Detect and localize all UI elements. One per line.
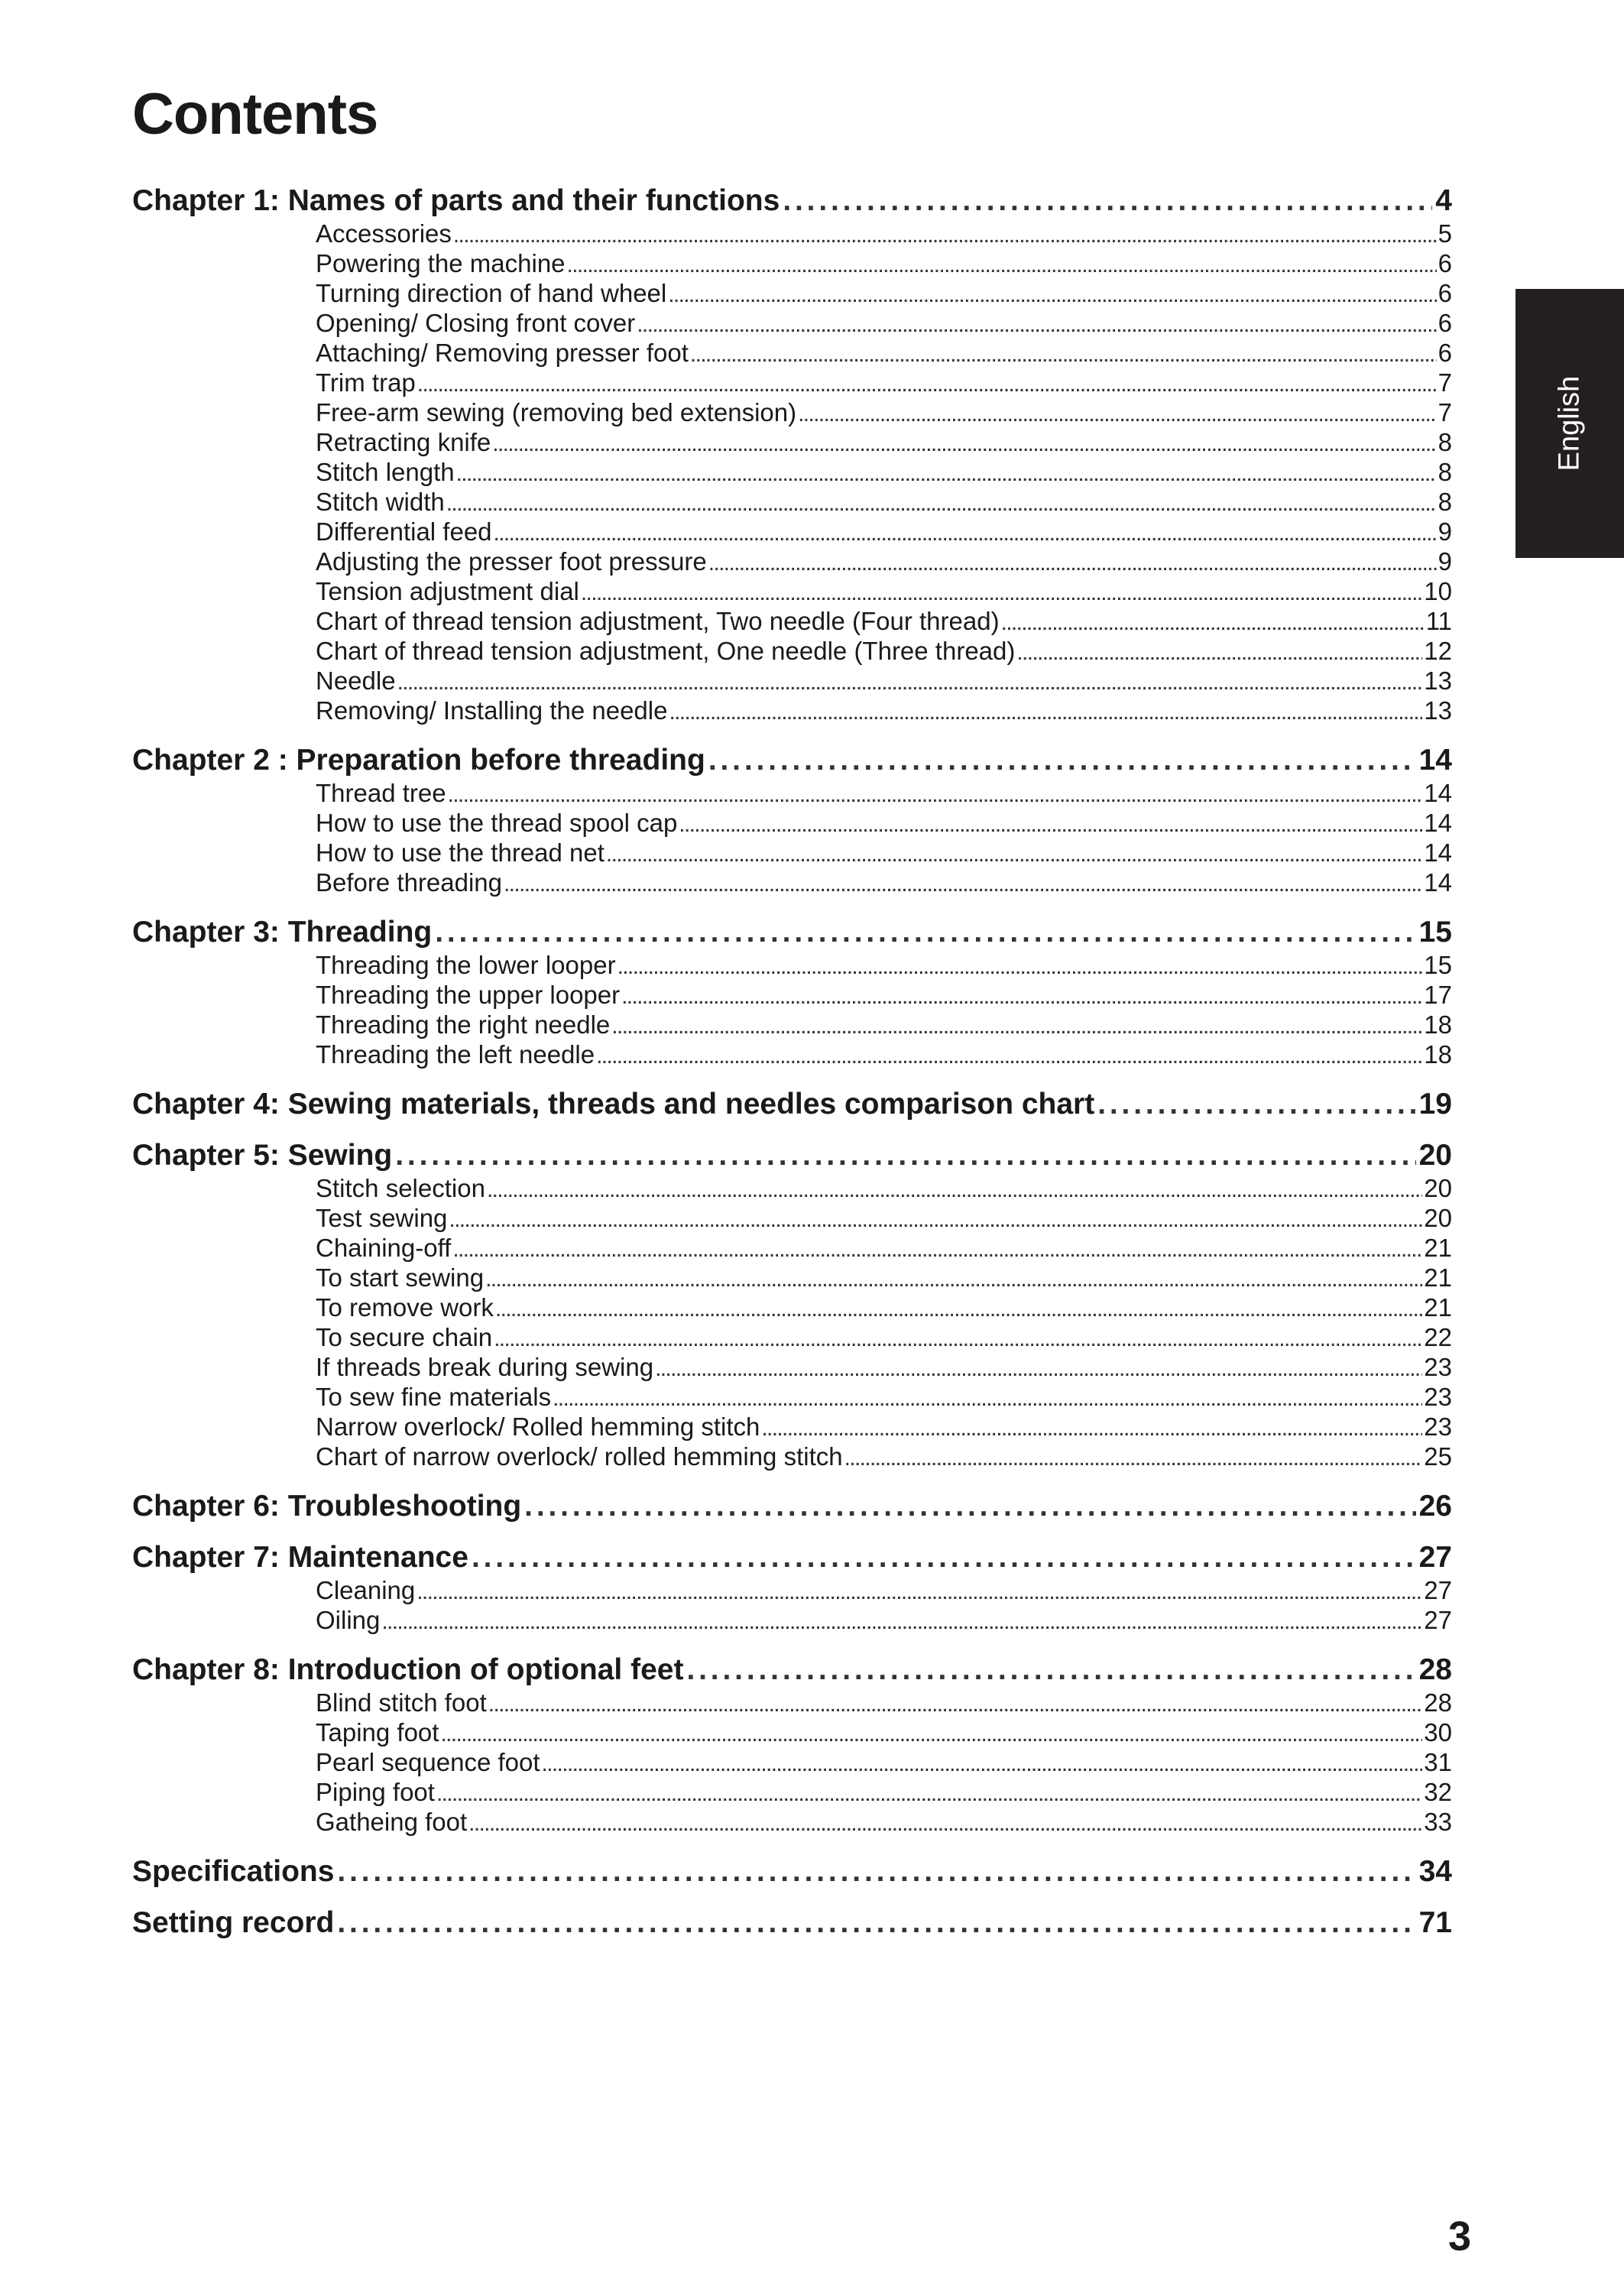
toc-entry-row[interactable] xyxy=(316,1322,1452,1352)
page-number: 3 xyxy=(1448,2214,1472,2259)
toc-entry-page: 20 xyxy=(1424,1204,1452,1232)
toc-entry-row[interactable] xyxy=(316,808,1452,838)
toc-chapter-group xyxy=(132,1489,1452,1524)
toc-leader-dots xyxy=(844,1443,1423,1471)
toc-leader-dots xyxy=(611,1011,1422,1039)
toc-leader-dots xyxy=(448,780,1423,808)
toc-chapter-group xyxy=(132,1652,1452,1837)
toc-chapter-page: 19 xyxy=(1418,1088,1452,1121)
toc-chapter-page: 34 xyxy=(1418,1855,1452,1888)
toc-entry-page: 5 xyxy=(1438,219,1452,248)
toc-leader-dots xyxy=(606,839,1422,868)
toc-entry-row[interactable] xyxy=(316,1352,1452,1382)
toc-entry-row[interactable] xyxy=(316,980,1452,1010)
language-tab-label: English xyxy=(1553,375,1586,472)
toc-entry-title: Chart of thread tension adjustment, One needle (Three thread) xyxy=(316,637,1016,665)
toc-chapter-title: Specifications xyxy=(132,1855,335,1888)
toc-leader-dots xyxy=(798,399,1437,427)
toc-leader-dots xyxy=(417,369,1437,397)
toc-entry-title: Stitch selection xyxy=(316,1174,485,1202)
toc-leader-dots xyxy=(492,429,1436,457)
toc-entry-row[interactable] xyxy=(316,1605,1452,1635)
toc-entry-title: Oiling xyxy=(316,1606,381,1634)
toc-chapter-page: 15 xyxy=(1418,916,1452,949)
toc-entry-title: Tension adjustment dial xyxy=(316,577,579,605)
toc-entry-row[interactable] xyxy=(316,636,1452,666)
toc-entry-page: 18 xyxy=(1424,1010,1452,1039)
toc-entry-title: Powering the machine xyxy=(316,249,566,277)
toc-entry-row[interactable] xyxy=(316,1412,1452,1442)
toc-entry-title: Stitch length xyxy=(316,458,455,486)
toc-leader-dots xyxy=(435,915,1415,950)
toc-entry-title: To sew fine materials xyxy=(316,1383,552,1411)
toc-entry-title: Attaching/ Removing presser foot xyxy=(316,339,689,367)
toc-entry-page: 6 xyxy=(1438,309,1452,337)
toc-leader-dots xyxy=(668,280,1436,308)
toc-leader-dots xyxy=(690,339,1437,368)
toc-chapter-title: Chapter 1: Names of parts and their functions xyxy=(132,184,780,217)
toc-entry-row[interactable] xyxy=(316,1292,1452,1322)
toc-leader-dots xyxy=(495,1294,1422,1322)
toc-leader-dots xyxy=(449,1205,1422,1233)
toc-entry-row[interactable] xyxy=(316,487,1452,517)
toc-entry-page: 11 xyxy=(1425,607,1452,635)
toc-entry-title: Pearl sequence foot xyxy=(316,1748,540,1776)
language-tab xyxy=(1515,289,1624,558)
toc-leader-dots xyxy=(679,809,1422,838)
toc-entry-page: 21 xyxy=(1424,1263,1452,1292)
toc-leader-dots xyxy=(542,1749,1423,1777)
toc-entry-page: 12 xyxy=(1424,637,1452,665)
toc-leader-dots xyxy=(337,1854,1415,1889)
toc-entry-title: Needle xyxy=(316,666,396,695)
toc-entry-title: Differential feed xyxy=(316,517,492,546)
toc-entry-page: 8 xyxy=(1438,428,1452,456)
toc-leader-dots xyxy=(417,1577,1422,1605)
toc-entry-title: Stitch width xyxy=(316,488,445,516)
toc-leader-dots xyxy=(708,743,1416,778)
toc-leader-dots xyxy=(472,1540,1416,1575)
toc-entry-row[interactable] xyxy=(316,1807,1452,1837)
toc-entry-page: 6 xyxy=(1438,339,1452,367)
toc-chapter-row[interactable] xyxy=(132,1652,1452,1688)
toc-entry-row[interactable] xyxy=(316,427,1452,457)
toc-chapter-group xyxy=(132,743,1452,897)
toc-entry-page: 13 xyxy=(1424,696,1452,725)
toc-chapter-row[interactable] xyxy=(132,1489,1452,1524)
toc-entry-page: 33 xyxy=(1424,1808,1452,1836)
toc-entry-row[interactable] xyxy=(316,368,1452,397)
toc-entry-page: 25 xyxy=(1424,1442,1452,1471)
toc-entry-row[interactable] xyxy=(316,696,1452,725)
toc-leader-dots xyxy=(669,697,1422,725)
toc-entry-page: 14 xyxy=(1424,779,1452,807)
toc-entry-page: 10 xyxy=(1424,577,1452,605)
toc-entry-title: Chaining-off xyxy=(316,1234,452,1262)
page-title: Contents xyxy=(132,82,378,147)
toc-entry-page: 28 xyxy=(1424,1688,1452,1717)
toc-entry-row[interactable] xyxy=(316,248,1452,278)
toc-leader-dots xyxy=(436,1779,1422,1807)
toc-leader-dots xyxy=(485,1264,1422,1292)
toc-chapter-row[interactable] xyxy=(132,1138,1452,1173)
toc-chapter-row[interactable] xyxy=(132,1905,1452,1941)
toc-leader-dots xyxy=(708,548,1437,576)
toc-chapter-page: 26 xyxy=(1418,1490,1452,1523)
toc-entry-page: 13 xyxy=(1424,666,1452,695)
toc-entry-title: How to use the thread spool cap xyxy=(316,809,678,837)
toc-entry-row[interactable] xyxy=(316,397,1452,427)
toc-chapter-row[interactable] xyxy=(132,743,1452,778)
toc-entry-row[interactable] xyxy=(316,457,1452,487)
toc-leader-dots xyxy=(783,183,1432,219)
toc-entry-row[interactable] xyxy=(316,1688,1452,1717)
toc-entry-row[interactable] xyxy=(316,666,1452,696)
toc-leader-dots xyxy=(440,1719,1422,1747)
toc-leader-dots xyxy=(524,1489,1415,1524)
toc-entry-row[interactable] xyxy=(316,838,1452,868)
toc-entry-page: 14 xyxy=(1424,809,1452,837)
toc-entry-title: Thread tree xyxy=(316,779,446,807)
toc-entry-title: Adjusting the presser foot pressure xyxy=(316,547,707,576)
toc-leader-dots xyxy=(553,1383,1422,1412)
toc-entry-page: 32 xyxy=(1424,1778,1452,1806)
toc-entry-title: To start sewing xyxy=(316,1263,485,1292)
toc-entry-row[interactable] xyxy=(316,1263,1452,1292)
toc-chapter-title: Chapter 4: Sewing materials, threads and needles comparison chart xyxy=(132,1088,1095,1121)
toc-chapter-group xyxy=(132,915,1452,1069)
toc-entry-row[interactable] xyxy=(316,868,1452,897)
toc-entry-page: 31 xyxy=(1424,1748,1452,1776)
toc-leader-dots xyxy=(655,1354,1422,1382)
toc-entry-row[interactable] xyxy=(316,778,1452,808)
toc-entry-title: Threading the right needle xyxy=(316,1010,611,1039)
toc-leader-dots xyxy=(395,1138,1415,1173)
toc-entry-title: Threading the lower looper xyxy=(316,951,616,979)
toc-leader-dots xyxy=(761,1413,1422,1442)
toc-entry-row[interactable] xyxy=(316,1717,1452,1747)
toc-entry-page: 30 xyxy=(1424,1718,1452,1747)
toc-entry-page: 9 xyxy=(1438,547,1452,576)
toc-entry-page: 9 xyxy=(1438,517,1452,546)
toc-entry-row[interactable] xyxy=(316,1039,1452,1069)
toc-entry-row[interactable] xyxy=(316,576,1452,606)
toc-leader-dots xyxy=(1097,1087,1415,1122)
toc-chapter-title: Chapter 8: Introduction of optional feet xyxy=(132,1653,684,1686)
toc-chapter-page: 4 xyxy=(1435,184,1452,217)
toc-chapter-title: Setting record xyxy=(132,1906,335,1939)
toc-entry-row[interactable] xyxy=(316,1173,1452,1203)
toc-chapter-group xyxy=(132,1138,1452,1471)
toc-entry-title: Removing/ Installing the needle xyxy=(316,696,668,725)
toc-entry-title: Gatheing foot xyxy=(316,1808,468,1836)
toc-chapter-row[interactable] xyxy=(132,1087,1452,1122)
toc-entry-title: Opening/ Closing front cover xyxy=(316,309,636,337)
toc-entry-title: Narrow overlock/ Rolled hemming stitch xyxy=(316,1412,760,1441)
toc-chapter-page: 14 xyxy=(1418,744,1452,777)
toc-leader-dots xyxy=(494,1324,1422,1352)
toc-entry-row[interactable] xyxy=(316,606,1452,636)
toc-entry-row[interactable] xyxy=(316,338,1452,368)
toc-leader-dots xyxy=(453,220,1437,248)
toc-chapter-title: Chapter 2 : Preparation before threading xyxy=(132,744,705,777)
toc-leader-dots xyxy=(1016,637,1422,666)
toc-chapter-title: Chapter 3: Threading xyxy=(132,916,433,949)
toc-leader-dots xyxy=(446,488,1437,517)
toc-entry-row[interactable] xyxy=(316,278,1452,308)
toc-entry-title: Cleaning xyxy=(316,1576,416,1604)
toc-chapter-title: Chapter 6: Troubleshooting xyxy=(132,1490,522,1523)
toc-entry-title: Trim trap xyxy=(316,368,416,397)
toc-leader-dots xyxy=(596,1041,1422,1069)
toc-entry-row[interactable] xyxy=(316,308,1452,338)
toc-entry-page: 7 xyxy=(1438,398,1452,426)
toc-entry-row[interactable] xyxy=(316,1442,1452,1471)
toc-entry-page: 20 xyxy=(1424,1174,1452,1202)
toc-entry-title: Chart of narrow overlock/ rolled hemming stitch xyxy=(316,1442,843,1471)
toc-leader-dots xyxy=(567,250,1437,278)
toc-chapter-group xyxy=(132,183,1452,725)
toc-chapter-group xyxy=(132,1540,1452,1635)
toc-entry-title: Piping foot xyxy=(316,1778,435,1806)
toc-leader-dots xyxy=(504,869,1422,897)
toc-leader-dots xyxy=(637,310,1436,338)
toc-entry-page: 6 xyxy=(1438,249,1452,277)
toc-chapter-group xyxy=(132,1905,1452,1941)
toc-leader-dots xyxy=(381,1607,1422,1635)
toc-entry-row[interactable] xyxy=(316,950,1452,980)
toc-entry-title: To secure chain xyxy=(316,1323,493,1351)
toc-entry-row[interactable] xyxy=(316,1233,1452,1263)
toc-entry-title: Free-arm sewing (removing bed extension) xyxy=(316,398,797,426)
toc-entry-row[interactable] xyxy=(316,1010,1452,1039)
toc-leader-dots xyxy=(618,952,1423,980)
toc-entry-title: Turning direction of hand wheel xyxy=(316,279,667,307)
toc-chapter-row[interactable] xyxy=(132,1540,1452,1575)
toc-leader-dots xyxy=(456,459,1437,487)
toc-leader-dots xyxy=(487,1175,1422,1203)
toc-entry-page: 6 xyxy=(1438,279,1452,307)
toc-entry-page: 21 xyxy=(1424,1293,1452,1322)
toc-entry-row[interactable] xyxy=(316,1382,1452,1412)
toc-entry-title: Accessories xyxy=(316,219,452,248)
toc-chapter-group xyxy=(132,1854,1452,1889)
toc-entry-page: 7 xyxy=(1438,368,1452,397)
toc-entry-title: Threading the left needle xyxy=(316,1040,595,1069)
toc-entry-page: 22 xyxy=(1424,1323,1452,1351)
toc-entry-row[interactable] xyxy=(316,1203,1452,1233)
toc-entry-page: 18 xyxy=(1424,1040,1452,1069)
toc-entry-title: Blind stitch foot xyxy=(316,1688,487,1717)
toc-entry-title: Taping foot xyxy=(316,1718,439,1747)
toc-entry-page: 27 xyxy=(1424,1576,1452,1604)
toc-entry-title: How to use the thread net xyxy=(316,838,605,867)
toc-chapter-row[interactable] xyxy=(132,915,1452,950)
toc-entry-row[interactable] xyxy=(316,546,1452,576)
toc-entry-row[interactable] xyxy=(316,1747,1452,1777)
toc-chapter-page: 71 xyxy=(1418,1906,1452,1939)
toc-entry-page: 15 xyxy=(1424,951,1452,979)
toc-leader-dots xyxy=(468,1808,1422,1837)
toc-chapter-row[interactable] xyxy=(132,183,1452,219)
toc-chapter-row[interactable] xyxy=(132,1854,1452,1889)
toc-leader-dots xyxy=(581,578,1422,606)
toc-chapter-page: 20 xyxy=(1418,1139,1452,1172)
toc-entry-page: 27 xyxy=(1424,1606,1452,1634)
toc-entry-page: 17 xyxy=(1424,981,1452,1009)
toc-leader-dots xyxy=(1001,608,1425,636)
toc-entry-title: Chart of thread tension adjustment, Two needle (Four thread) xyxy=(316,607,1000,635)
toc-chapter-title: Chapter 7: Maintenance xyxy=(132,1541,468,1574)
toc-leader-dots xyxy=(494,518,1437,546)
toc-entry-page: 14 xyxy=(1424,838,1452,867)
toc-entry-row[interactable] xyxy=(316,219,1452,248)
toc-chapter-page: 28 xyxy=(1418,1653,1452,1686)
table-of-contents xyxy=(132,183,1452,1957)
toc-leader-dots xyxy=(452,1234,1422,1263)
toc-entry-page: 14 xyxy=(1424,868,1452,897)
toc-entry-title: Test sewing xyxy=(316,1204,448,1232)
toc-leader-dots xyxy=(621,981,1422,1010)
toc-entry-page: 8 xyxy=(1438,488,1452,516)
toc-chapter-page: 27 xyxy=(1418,1541,1452,1574)
toc-entry-title: Retracting knife xyxy=(316,428,491,456)
toc-entry-page: 8 xyxy=(1438,458,1452,486)
toc-entry-page: 23 xyxy=(1424,1383,1452,1411)
toc-leader-dots xyxy=(488,1689,1423,1717)
toc-entry-title: To remove work xyxy=(316,1293,494,1322)
toc-entry-title: Threading the upper looper xyxy=(316,981,621,1009)
toc-entry-page: 21 xyxy=(1424,1234,1452,1262)
toc-entry-row[interactable] xyxy=(316,517,1452,546)
toc-entry-title: If threads break during sewing xyxy=(316,1353,654,1381)
toc-leader-dots xyxy=(337,1905,1415,1941)
toc-leader-dots xyxy=(397,667,1423,696)
toc-chapter-group xyxy=(132,1087,1452,1122)
toc-chapter-title: Chapter 5: Sewing xyxy=(132,1139,393,1172)
toc-entry-row[interactable] xyxy=(316,1575,1452,1605)
toc-entry-page: 23 xyxy=(1424,1412,1452,1441)
toc-entry-page: 23 xyxy=(1424,1353,1452,1381)
toc-entry-title: Before threading xyxy=(316,868,503,897)
toc-entry-row[interactable] xyxy=(316,1777,1452,1807)
toc-leader-dots xyxy=(686,1652,1415,1688)
